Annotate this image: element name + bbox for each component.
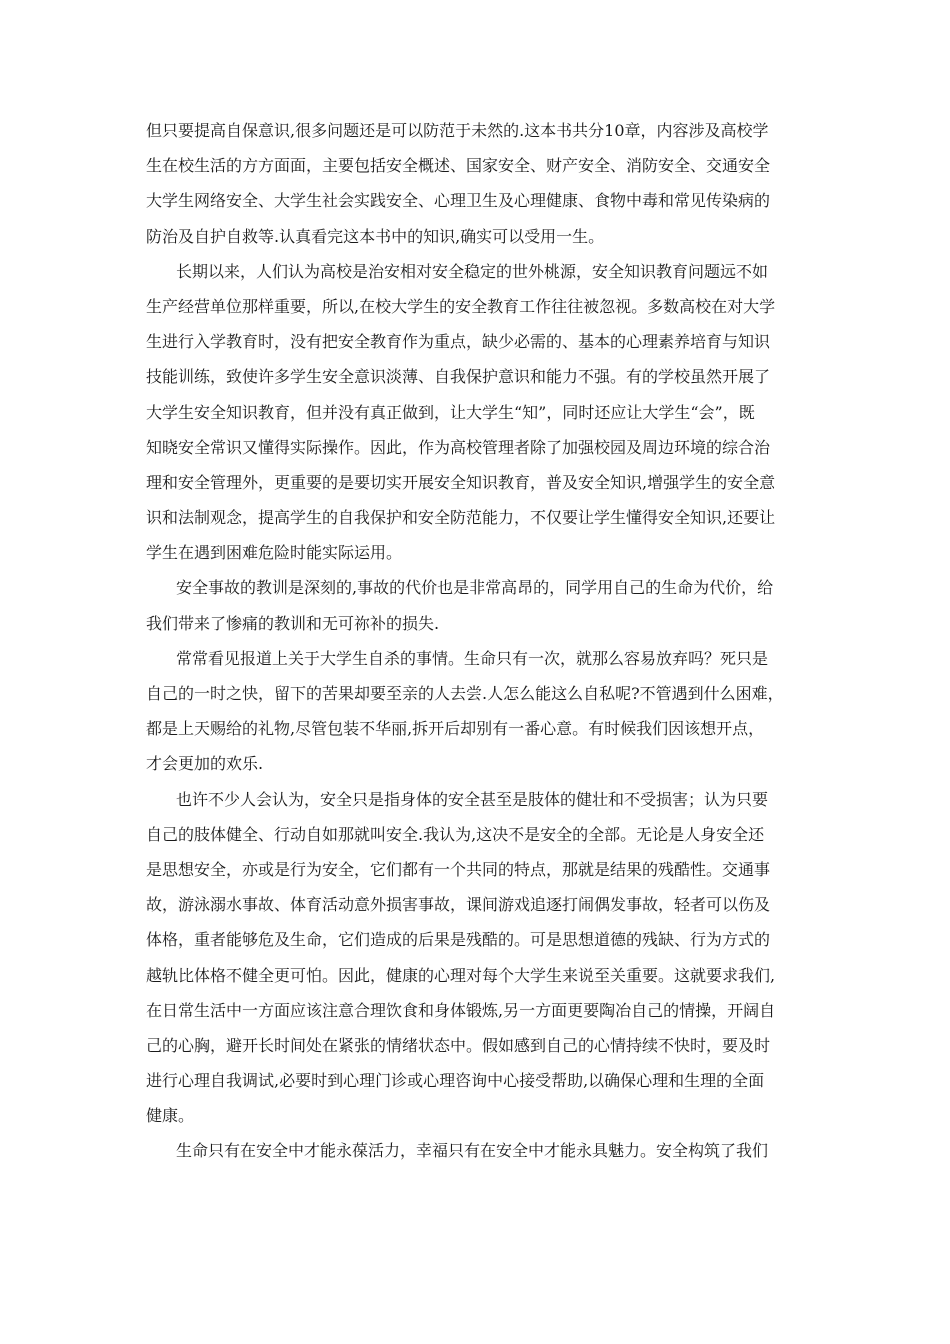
text-line: 生在校生活的方方面面，主要包括安全概述、国家安全、财产安全、消防安全、交通安全	[146, 156, 771, 176]
text-line: 大学生网络安全、大学生社会实践安全、心理卫生及心理健康、食物中毒和常见传染病的	[146, 191, 771, 211]
text-line: 知晓安全常识又懂得实际操作。因此，作为高校管理者除了加强校园及周边环境的综合治	[146, 437, 771, 457]
text-line: 生进行入学教育时，没有把安全教育作为重点，缺少必需的、基本的心理素养培育与知识	[146, 332, 771, 352]
body-text	[146, 113, 806, 1169]
text-line: 生产经营单位那样重要，所以,在校大学生的安全教育工作往往被忽视。多数高校在对大学	[146, 296, 776, 316]
text-line: 是思想安全，亦或是行为安全，它们都有一个共同的特点，那就是结果的残酷性。交通事	[146, 859, 771, 879]
text-line: 己的心胸，避开长时间处在紧张的情绪状态中。假如感到自己的心情持续不快时，要及时	[146, 1035, 771, 1055]
text-line: 故，游泳溺水事故、体育活动意外损害事故，课间游戏追逐打闹偶发事故，轻者可以伤及	[146, 895, 771, 915]
text-line: 大学生安全知识教育，但并没有真正做到，让大学生“知”，同时还应让大学生“会”，既	[146, 402, 755, 422]
text-line: 理和安全管理外，更重要的是要切实开展安全知识教育，普及安全知识,增强学生的安全意	[146, 472, 776, 492]
text-line: 我们带来了惨痛的教训和无可祢补的损失.	[146, 613, 440, 633]
text-line: 技能训练，致使许多学生安全意识淡薄、自我保护意识和能力不强。有的学校虽然开展了	[146, 367, 771, 387]
text-line: 但只要提高自保意识,很多问题还是可以防范于未然的.这本书共分10章，内容涉及高校学	[146, 121, 769, 140]
text-line: 才会更加的欢乐.	[146, 754, 264, 774]
text-line: 学生在遇到困难危险时能实际运用。	[146, 543, 403, 563]
text-line: 体格，重者能够危及生命，它们造成的后果是残酷的。可是思想道德的残缺、行为方式的	[146, 930, 771, 950]
text-line: 长期以来，人们认为高校是治安相对安全稳定的世外桃源，安全知识教育问题远不如	[176, 261, 769, 281]
text-line: 进行心理自我调试,必要时到心理门诊或心理咨询中心接受帮助,以确保心理和生理的全面	[146, 1071, 765, 1091]
text-line: 常常看见报道上关于大学生自杀的事情。生命只有一次，就那么容易放弃吗？死只是	[176, 648, 769, 668]
text-line: 自己的肢体健全、行动自如那就叫安全.我认为,这决不是安全的全部。无论是人身安全还	[146, 824, 765, 844]
text-line: 都是上天赐给的礼物,尽管包装不华丽,拆开后却别有一番心意。有时候我们因该想开点，	[146, 719, 765, 739]
text-line: 识和法制观念，提高学生的自我保护和安全防范能力，不仅要让学生懂得安全知识,还要让	[146, 508, 776, 528]
text-line: 自己的一时之快，留下的苦果却要至亲的人去尝.人怎么能这么自私呢?不管遇到什么困难，	[146, 684, 784, 703]
text-line: 越轨比体格不健全更可怕。因此，健康的心理对每个大学生来说至关重要。这就要求我们,	[146, 965, 776, 985]
text-line: 在日常生活中一方面应该注意合理饮食和身体锻炼,另一方面更要陶冶自己的情操，开阔自	[146, 1000, 776, 1020]
text-line: 健康。	[146, 1106, 195, 1126]
text-line: 也许不少人会认为，安全只是指身体的安全甚至是肢体的健壮和不受损害；认为只要	[176, 789, 769, 809]
text-line: 生命只有在安全中才能永葆活力，幸福只有在安全中才能永具魅力。安全构筑了我们	[176, 1141, 769, 1161]
text-line: 安全事故的教训是深刻的,事故的代价也是非常高昂的，同学用自己的生命为代价，给	[176, 578, 774, 598]
text-line: 防治及自护自救等.认真看完这本书中的知识,确实可以受用一生。	[146, 226, 605, 246]
